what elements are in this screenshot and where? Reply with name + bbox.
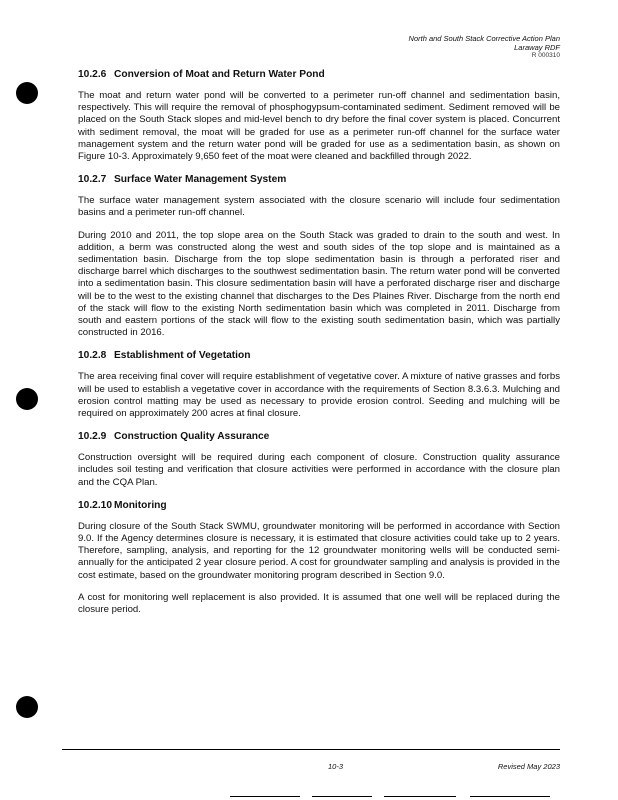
scan-artifact-line [312,796,372,797]
footer-rule [62,749,560,750]
section [78,68,560,163]
paragraph: During closure of the South Stack SWMU, groundwater monitoring will be performed in accordance with Section 9.0. If the Agency determines closure is necessary, it is estimated that closure activities could take up to 2 years. Therefore, sampling, analysis, and reporting for the 12 groundwater monitoring wells will be conducted semi-annually for the anticipated 2 year closure period. A cost for groundwater sampling and analysis is provided in the cost estimate, based on the groundwater monitoring program described in Section 9.0. [78,520,560,581]
paragraph: A cost for monitoring well replacement is also provided. It is assumed that one well will be replaced during the closure period. [78,591,560,616]
section-heading [78,68,560,82]
section-title: Construction Quality Assurance [114,431,270,443]
document-body [78,68,560,626]
paragraph: The surface water management system associated with the closure scenario will include four sedimentation basins and a perimeter run-off channel. [78,195,560,219]
section-heading [78,499,560,513]
section-heading [78,430,560,444]
binder-hole [16,696,38,718]
section-number: 10.2.6 [78,69,107,80]
binder-hole [16,82,38,104]
section [78,173,560,339]
section-number: 10.2.10 [78,499,112,511]
section-title: Conversion of Moat and Return Water Pond [114,69,325,80]
scan-artifact-line [384,796,456,797]
paragraph: Construction oversight will be required during each component of closure. Construction quality assurance includes soil testing and verification that closure activities were performed in accordance with the closure plan and the CQA Plan. [78,452,560,488]
paragraph: During 2010 and 2011, the top slope area on the South Stack was graded to drain to the south and west. In addition, a berm was constructed along the west and south sides of the top slope and is maintained as a sedimentation basin. Discharge from the top slope sedimentation basin is through a perforated riser and discharge barrel which discharges to the southwest sedimentation basin. The return water pond will be converted into a sedimentation basin. This closure sedimentation basin will have a perforated discharge riser and discharge will be to the west to the existing channel that discharges to the Des Plaines River. Discharge from the north end of the stack will flow to the existing North sedimentation basin which was completed in 2011. Discharge from south and eastern portions of the stack will flow to the existing south sedimentation basin, which was partially constructed in 2016. [78,229,560,339]
header-title: North and South Stack Corrective Action Plan [408,34,560,43]
revision-date: Revised May 2023 [497,762,560,771]
section-title: Monitoring [114,499,167,511]
section-number: 10.2.7 [78,174,107,186]
binder-hole [16,388,38,410]
section-title: Surface Water Management System [114,174,287,186]
section-number: 10.2.8 [78,350,107,362]
scan-artifact-line [230,796,300,797]
header-site: Laraway RDF [514,43,560,52]
section [78,430,560,489]
section-heading [78,173,560,187]
page-number: 10-3 [328,762,344,771]
section-title: Establishment of Vegetation [114,350,251,362]
section [78,349,560,420]
bates-number: R 000310 [531,52,560,59]
scan-artifact-line [470,796,550,797]
section-heading [78,349,560,363]
paragraph: The moat and return water pond will be converted to a perimeter run-off channel and sedimentation basin, respectively. This will require the removal of phosphogypsum-contaminated sediment. Sediment removed will be placed on the South Stack slopes and mid-level bench to dry before the final cover system is placed. Concurrent with sediment removal, the moat will be graded for use as a perimeter run-off channel for the surface water management system and the return water pond will be graded for use as a sedimentation basin, as shown on Figure 10-3. Approximately 9,650 feet of the moat were cleaned and backfilled through 2022. [78,90,560,163]
section [78,499,560,616]
section-number: 10.2.9 [78,431,107,443]
paragraph: The area receiving final cover will require establishment of vegetative cover. A mixture of native grasses and forbs will be used to establish a vegetative cover in accordance with the requirements of Section 8.3.6.3. Mulching and erosion control matting may be used as necessary to provide erosion control. Seeding and mulching will be required on approximately 200 acres at final closure. [78,371,560,420]
